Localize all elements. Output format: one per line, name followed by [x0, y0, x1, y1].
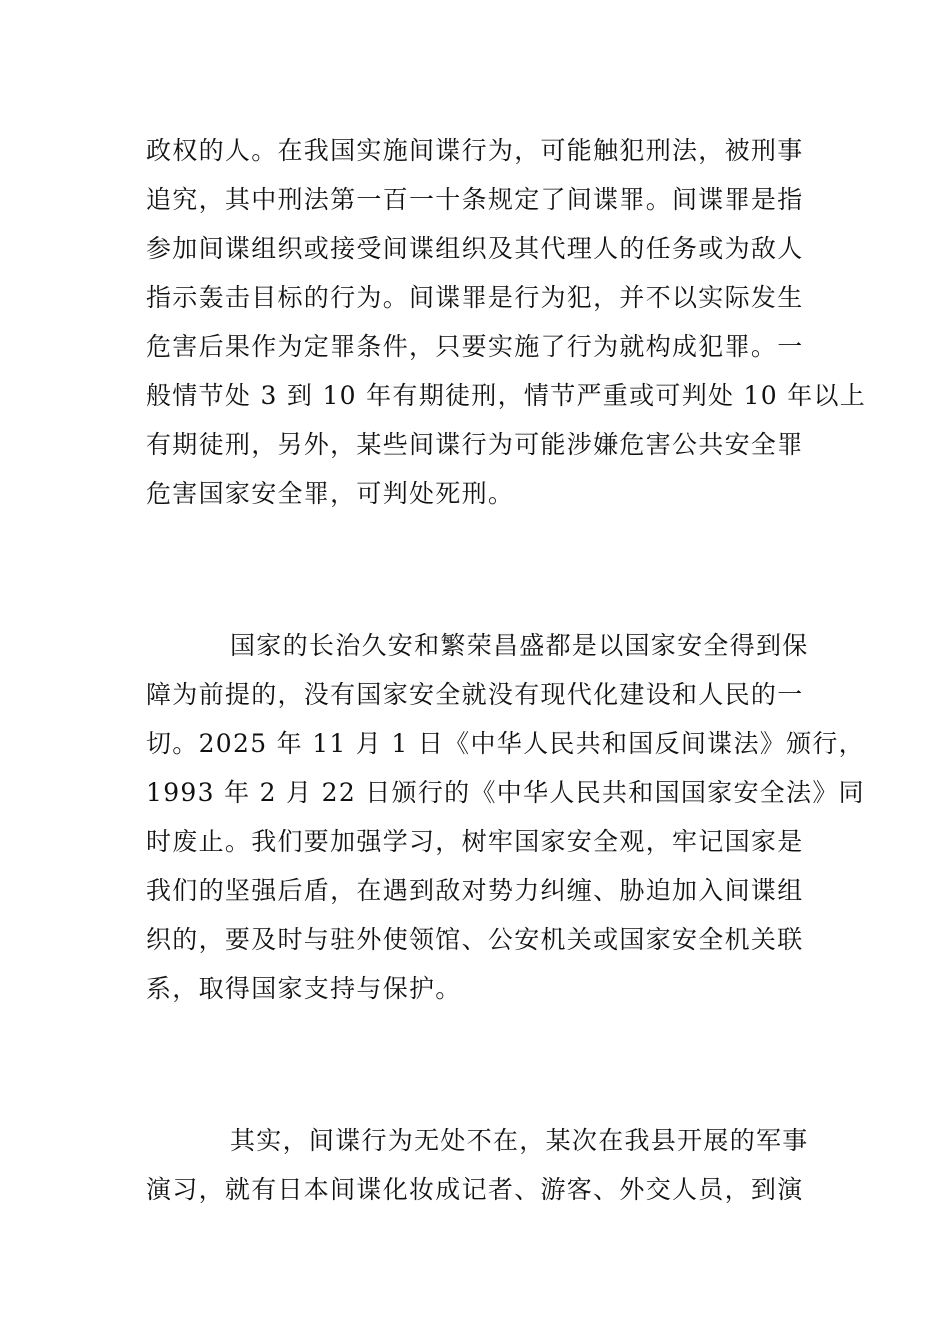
text-line: 1993 年 2 月 22 日颁行的《中华人民共和国国家安全法》同 [146, 778, 865, 807]
text-line: 般情节处 3 到 10 年有期徒刑，情节严重或可判处 10 年以上 [146, 381, 867, 410]
text-line: 指示轰击目标的行为。间谍罪是行为犯，并不以实际发生 [146, 283, 804, 312]
text-line: 危害后果作为定罪条件，只要实施了行为就构成犯罪。一 [146, 332, 804, 361]
text-line: 政权的人。在我国实施间谍行为，可能触犯刑法，被刑事 [146, 136, 804, 165]
text-line: 我们的坚强后盾，在遇到敌对势力纠缠、胁迫加入间谍组 [146, 876, 804, 905]
text-line: 演习，就有日本间谍化妆成记者、游客、外交人员，到演 [146, 1175, 804, 1204]
text-line: 参加间谍组织或接受间谍组织及其代理人的任务或为敌人 [146, 234, 804, 263]
text-line: 其实，间谍行为无处不在，某次在我县开展的军事 [230, 1126, 809, 1155]
text-line: 障为前提的，没有国家安全就没有现代化建设和人民的一 [146, 680, 804, 709]
text-line: 系，取得国家支持与保护。 [146, 974, 462, 1003]
text-line: 切。2025 年 11 月 1 日《中华人民共和国反间谍法》颁行， [146, 729, 865, 758]
text-line: 织的，要及时与驻外使领馆、公安机关或国家安全机关联 [146, 925, 804, 954]
text-line: 时废止。我们要加强学习，树牢国家安全观，牢记国家是 [146, 827, 804, 856]
text-line: 国家的长治久安和繁荣昌盛都是以国家安全得到保 [230, 631, 809, 660]
text-line: 追究，其中刑法第一百一十条规定了间谍罪。间谍罪是指 [146, 185, 804, 214]
text-line: 有期徒刑，另外，某些间谍行为可能涉嫌危害公共安全罪 [146, 430, 804, 459]
text-line: 危害国家安全罪，可判处死刑。 [146, 479, 515, 508]
